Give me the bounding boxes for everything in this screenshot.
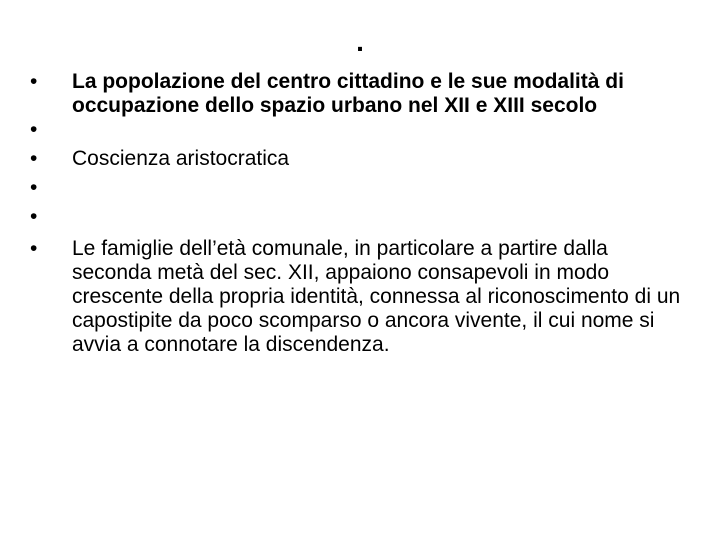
bullet-item-3 bbox=[30, 147, 690, 176]
bullet-text-1: La popolazione del centro cittadino e le sue modalità di occupazione dello spazio urbano nel XII e XIII secolo bbox=[72, 70, 624, 117]
bullet-item-4 bbox=[30, 176, 690, 205]
bullet-dot-icon: • bbox=[30, 118, 38, 141]
bullet-dot-icon: • bbox=[30, 205, 38, 228]
bullet-list bbox=[30, 70, 690, 357]
bullet-dot-icon: • bbox=[30, 176, 38, 199]
slide-title: . bbox=[356, 26, 364, 57]
bullet-text-3: Coscienza aristocratica bbox=[72, 147, 290, 170]
bullet-text-6: Le famiglie dell’età comunale, in particolare a partire dalla seconda metà del sec. XII, appaiono consapevoli in modo crescente della propria identità, connessa al riconoscimento di un capostipite da poco scomparso o ancora vivente, il cui nome si avvia a connotare la discendenza. bbox=[72, 237, 681, 356]
bullet-item-1 bbox=[30, 70, 690, 118]
bullet-item-6 bbox=[30, 237, 690, 357]
bullet-item-5 bbox=[30, 205, 690, 234]
bullet-dot-icon: • bbox=[30, 70, 38, 93]
bullet-dot-icon: • bbox=[30, 147, 38, 170]
bullet-dot-icon: • bbox=[30, 237, 38, 260]
bullet-item-2 bbox=[30, 118, 690, 147]
